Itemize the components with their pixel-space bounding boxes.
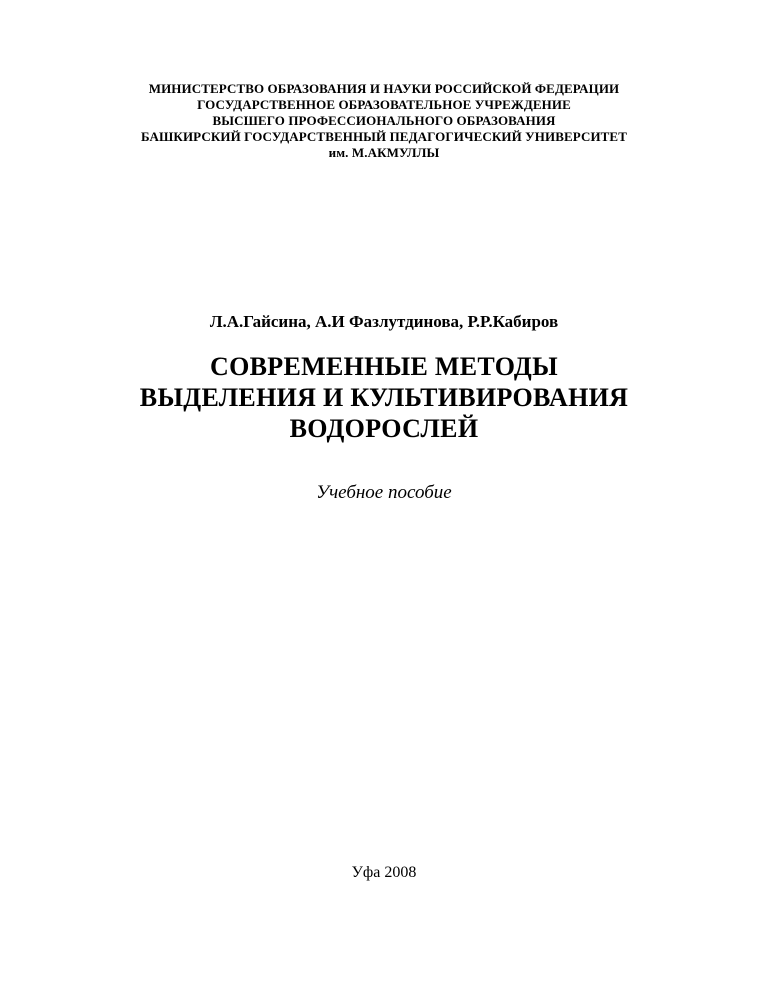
- institution-header: [0, 81, 768, 161]
- institution-line: ВЫСШЕГО ПРОФЕССИОНАЛЬНОГО ОБРАЗОВАНИЯ: [212, 113, 556, 128]
- title-line: ВОДОРОСЛЕЙ: [289, 414, 479, 443]
- book-title: [0, 351, 768, 444]
- institution-line: ГОСУДАРСТВЕННОЕ ОБРАЗОВАТЕЛЬНОЕ УЧРЕЖДЕНИЕ: [197, 97, 571, 112]
- institution-line: БАШКИРСКИЙ ГОСУДАРСТВЕННЫЙ ПЕДАГОГИЧЕСКИЙ УНИВЕРСИТЕТ: [141, 129, 627, 144]
- title-line: СОВРЕМЕННЫЕ МЕТОДЫ: [210, 352, 558, 381]
- book-subtitle: Учебное пособие: [316, 482, 452, 503]
- authors: Л.А.Гайсина, А.И Фазлутдинова, Р.Р.Кабиров: [209, 312, 559, 331]
- institution-line: им. М.АКМУЛЛЫ: [328, 145, 440, 160]
- title-line: ВЫДЕЛЕНИЯ И КУЛЬТИВИРОВАНИЯ: [139, 383, 629, 412]
- city-year: Уфа 2008: [351, 864, 417, 881]
- institution-line: МИНИСТЕРСТВО ОБРАЗОВАНИЯ И НАУКИ РОССИЙСКОЙ ФЕДЕРАЦИИ: [148, 81, 620, 96]
